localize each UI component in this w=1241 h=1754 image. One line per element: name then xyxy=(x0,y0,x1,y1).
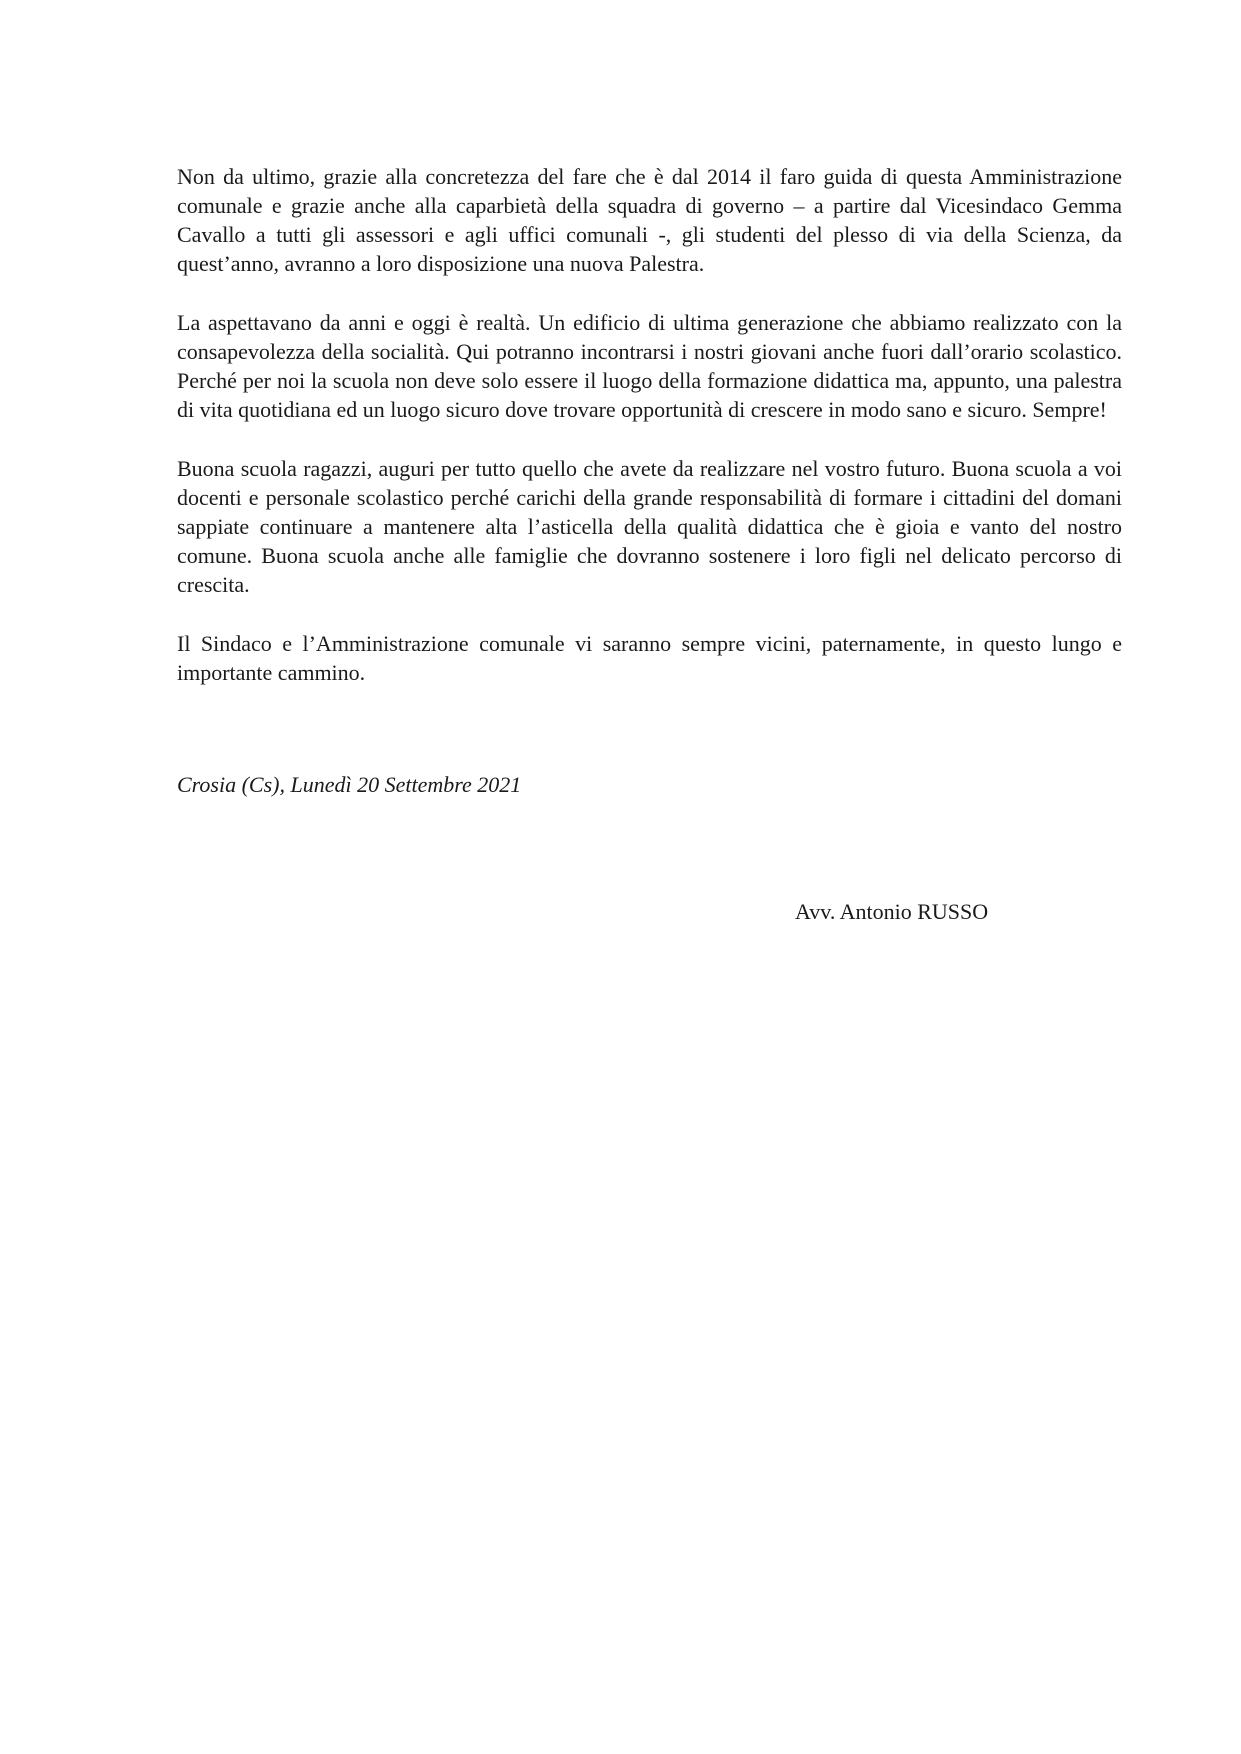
paragraph-1: Non da ultimo, grazie alla concretezza del fare che è dal 2014 il faro guida di questa Amministrazione comunale e grazie anche alla caparbietà della squadra di governo – a partire dal Vicesindaco Gemma Cavallo a tutti gli assessori e agli uffici comunali -, gli studenti del plesso di via della Scienza, da quest’anno, avranno a loro disposizione una nuova Palestra. xyxy=(177,164,1122,276)
signature-name: Avv. Antonio RUSSO xyxy=(795,899,989,924)
paragraph-3: Buona scuola ragazzi, auguri per tutto quello che avete da realizzare nel vostro futuro. Buona scuola a voi docenti e personale scolastico perché carichi della grande responsabilità di formare i cittadini del domani sappiate continuare a mantenere alta l’asticella della qualità didattica che è gioia e vanto del nostro comune. Buona scuola anche alle famiglie che dovranno sostenere i loro figli nel delicato percorso di crescita. xyxy=(177,456,1122,597)
paragraph-2: La aspettavano da anni e oggi è realtà. Un edificio di ultima generazione che abbiamo realizzato con la consapevolezza della socialità. Qui potranno incontrarsi i nostri giovani anche fuori dall’orario scolastico. Perché per noi la scuola non deve solo essere il luogo della formazione didattica ma, appunto, una palestra di vita quotidiana ed un luogo sicuro dove trovare opportunità di crescere in modo sano e sicuro. Sempre! xyxy=(177,310,1122,422)
place-and-date: Crosia (Cs), Lunedì 20 Settembre 2021 xyxy=(177,772,522,797)
letter-body xyxy=(177,162,1122,717)
paragraph-4: Il Sindaco e l’Amministrazione comunale vi saranno sempre vicini, paternamente, in questo lungo e importante cammino. xyxy=(177,631,1122,685)
